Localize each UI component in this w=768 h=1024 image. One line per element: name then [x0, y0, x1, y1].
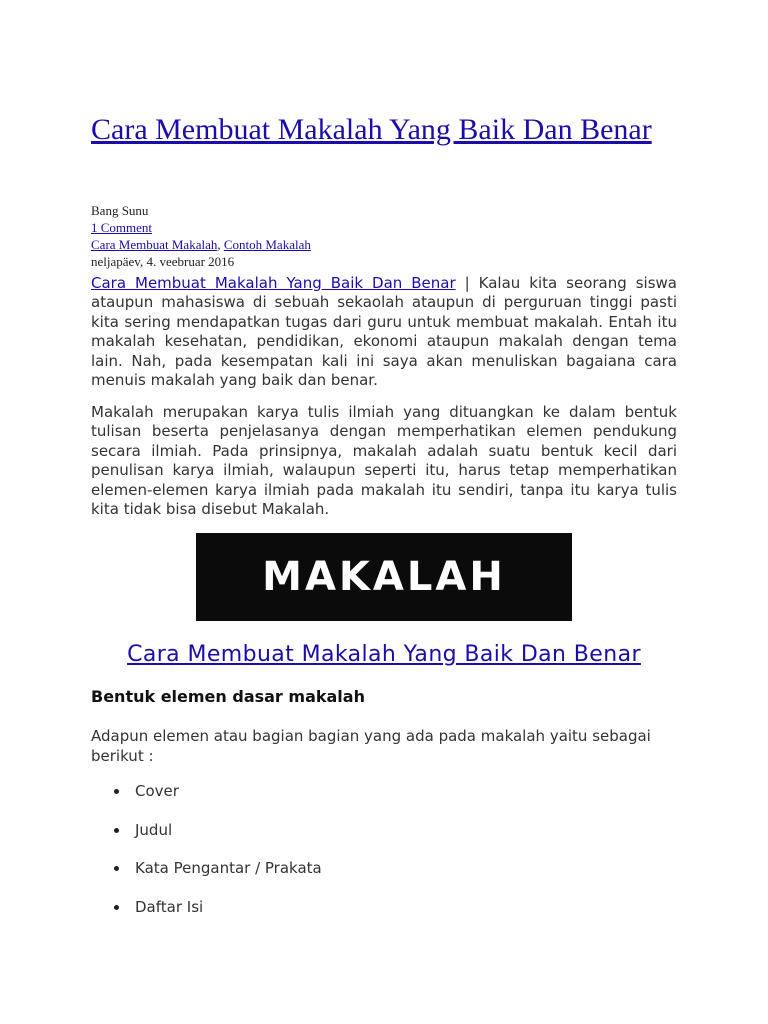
intro-paragraph	[91, 274, 677, 390]
bullet-icon	[114, 828, 119, 833]
list-item-label: Cover	[135, 782, 179, 800]
category-separator: ,	[217, 237, 224, 252]
list-item	[91, 780, 651, 819]
post-date: neljapäev, 4. veebruar 2016	[91, 254, 235, 269]
banner-text: MAKALAH	[262, 554, 506, 600]
list-item	[91, 819, 651, 858]
category-link-cara-membuat-makalah[interactable]: Cara Membuat Makalah	[91, 237, 218, 252]
makalah-banner-image	[196, 533, 572, 621]
section-paragraph: Adapun elemen atau bagian bagian yang ada pada makalah yaitu sebagai berikut :	[91, 727, 651, 765]
list-item-label: Daftar Isi	[135, 897, 204, 916]
bullet-icon	[114, 905, 119, 910]
section-heading: Bentuk elemen dasar makalah	[91, 687, 365, 706]
list-item-label: Judul	[135, 820, 173, 839]
list-item	[91, 896, 651, 935]
article-meta	[91, 202, 691, 270]
bullet-icon	[114, 866, 119, 871]
bullet-icon	[114, 789, 119, 794]
category-link-contoh-makalah[interactable]: Contoh Makalah	[223, 237, 311, 252]
author: Bang Sunu	[91, 203, 149, 218]
article-title-link[interactable]: Cara Membuat Makalah Yang Baik Dan Benar	[91, 113, 652, 146]
comments-link[interactable]: 1 Comment	[91, 220, 153, 235]
definition-paragraph: Makalah merupakan karya tulis ilmiah yang dituangkan ke dalam bentuk tulisan beserta penjelasanya dengan memperhatikan elemen pendukung secara ilmiah. Pada prinsipnya, makalah adalah suatu bentuk kecil dari penulisan karya ilmiah, walaupun seperti itu, harus tetap memperhatikan elemen-elemen karya ilmiah pada makalah itu sendiri, tanpa itu karya tulis kita tidak bisa disebut Makalah.	[91, 403, 677, 519]
intro-title-link[interactable]: Cara Membuat Makalah Yang Baik Dan Benar	[91, 274, 456, 292]
section-title-link[interactable]: Cara Membuat Makalah Yang Baik Dan Benar	[127, 642, 641, 667]
list-item-label: Kata Pengantar / Prakata	[135, 859, 322, 877]
elements-list	[91, 780, 651, 934]
categories	[91, 236, 691, 253]
list-item	[91, 857, 651, 896]
intro-text: | Kalau kita seorang siswa ataupun mahasiswa di sebuah sekaolah ataupun di perguruan tinggi pasti kita sering mendapatkan tugas dari guru untuk membuat makalah. Entah itu makalah kesehatan, pendidikan, ekonomi ataupun makalah dengan tema lain. Nah, pada kesempatan kali ini saya akan menuliskan bagaiana cara menuis makalah yang baik dan benar.	[91, 274, 677, 390]
